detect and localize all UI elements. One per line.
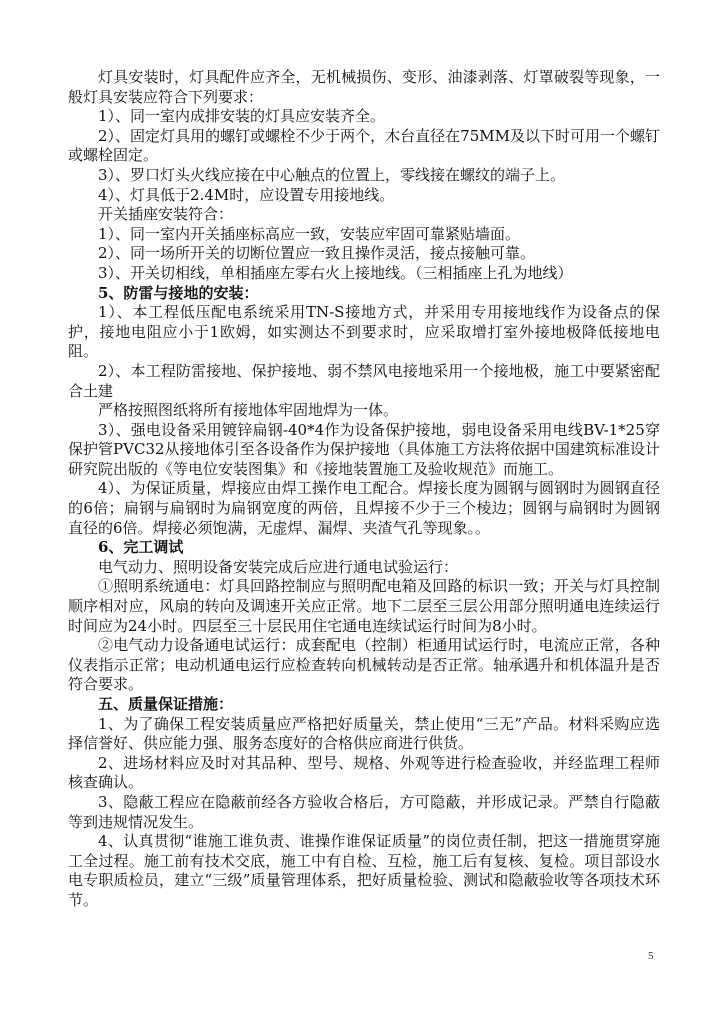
paragraph: 2）、同一场所开关的切断位置应一致且操作灵活，接点接触可靠。: [98, 244, 536, 263]
paragraph: 2）、本工程防雷接地、保护接地、弱不禁风电接地采用一个接地极，施工中要紧密配合土建: [68, 361, 660, 400]
paragraph: 1、为了确保工程安装质量应严格把好质量关，禁止使用“三无”产品。材料采购应选择信誉好、供应能力强、服务态度好的合格供应商进行供货。: [68, 714, 660, 753]
paragraph: 1）、本工程低压配电系统采用TN-S接地方式，并采用专用接地线作为设备点的保护，接地电阻应小于1欧姆，如实测达不到要求时，应采取增打室外接地极降低接地电阻。: [68, 303, 660, 361]
paragraph: 灯具安装时，灯具配件应齐全，无机械损伤、变形、油漆剥落、灯罩破裂等现象，一般灯具安装应符合下列要求：: [68, 68, 660, 106]
paragraph: 4）、灯具低于2.4M时，应设置专用接地线。: [98, 185, 395, 204]
paragraph: 开关插座安装符合：: [98, 205, 234, 224]
paragraph: 4）、为保证质量，焊接应由焊工操作电工配合。焊接长度为圆钢与圆钢时为圆钢直径的6倍；扁钢与扁钢时为扁钢宽度的两倍，且焊接不少于三个棱边；圆钢与扁钢时为圆钢直径的6倍。焊接必须饱满，无虚焊、漏焊、夹渣气孔等现象。。: [68, 479, 660, 537]
paragraph: 2、进场材料应及时对其品种、型号、规格、外观等进行检查验收，并经监理工程师核查确认。: [68, 753, 660, 792]
paragraph: 3）、罗口灯头火线应接在中心触点的位置上，零线接在螺纹的端子上。: [98, 165, 566, 184]
section-heading: 5、防雷与接地的安装：: [98, 283, 259, 302]
paragraph: 2）、固定灯具用的螺钉或螺栓不少于两个，木台直径在75MM及以下时可用一个螺钉或螺栓固定。: [68, 126, 660, 165]
section-heading: 6、完工调试: [98, 538, 184, 557]
paragraph: 3、隐蔽工程应在隐蔽前经各方验收合格后，方可隐蔽，并形成记录。严禁自行隐蔽等到违规情况发生。: [68, 792, 660, 831]
document-body: [68, 68, 660, 911]
paragraph: 1）、同一室内开关插座标高应一致，安装应牢固可靠紧贴墙面。: [98, 224, 521, 243]
section-heading: 五、质量保证措施：: [98, 695, 234, 713]
paragraph: 电气动力、照明设备安装完成后应进行通电试验运行：: [98, 557, 459, 576]
paragraph: 严格按照图纸将所有接地体牢固地焊为一体。: [98, 401, 399, 420]
paragraph: 4、认真贯彻“谁施工谁负责、谁操作谁保证质量”的岗位责任制，把这一措施贯穿施工全过程。施工前有技术交底，施工中有自检、互检，施工后有复核、复检。项目部设水电专职质检员，建立“三级”质量管理体系，把好质量检验、测试和隐蔽验收等各项技术环节。: [68, 832, 660, 909]
paragraph: 3）、强电设备采用镀锌扁钢-40*4作为设备保护接地，弱电设备采用电线BV-1*25穿保护管PVC32从接地体引至各设备作为保护接地（具体施工方法将依据中国建筑标准设计研究院出版的《等电位安装图集》和《接地装置施工及验收规范》而施工。: [68, 420, 660, 478]
paragraph: 1）、同一室内成排安装的灯具应安装齐全。: [98, 107, 386, 126]
paragraph: 3）、开关切相线，单相插座左零右火上接地线。（三相插座上孔为地线）: [98, 263, 573, 282]
page-number: 5: [648, 950, 654, 962]
paragraph: ②电气动力设备通电试运行：成套配电（控制）柜通用试运行时，电流应正常，各种仪表指示正常；电动机通电运行应检查转向机械转动是否正常。轴承遇升和机体温升是否符合要求。: [68, 636, 660, 694]
paragraph: ①照明系统通电：灯具回路控制应与照明配电箱及回路的标识一致；开关与灯具控制顺序相对应，风扇的转向及调速开关应正常。地下二层至三层公用部分照明通电连续运行时间应为24小时。四层至三十层民用住宅通电连续试运行时间为8小时。: [68, 577, 660, 635]
